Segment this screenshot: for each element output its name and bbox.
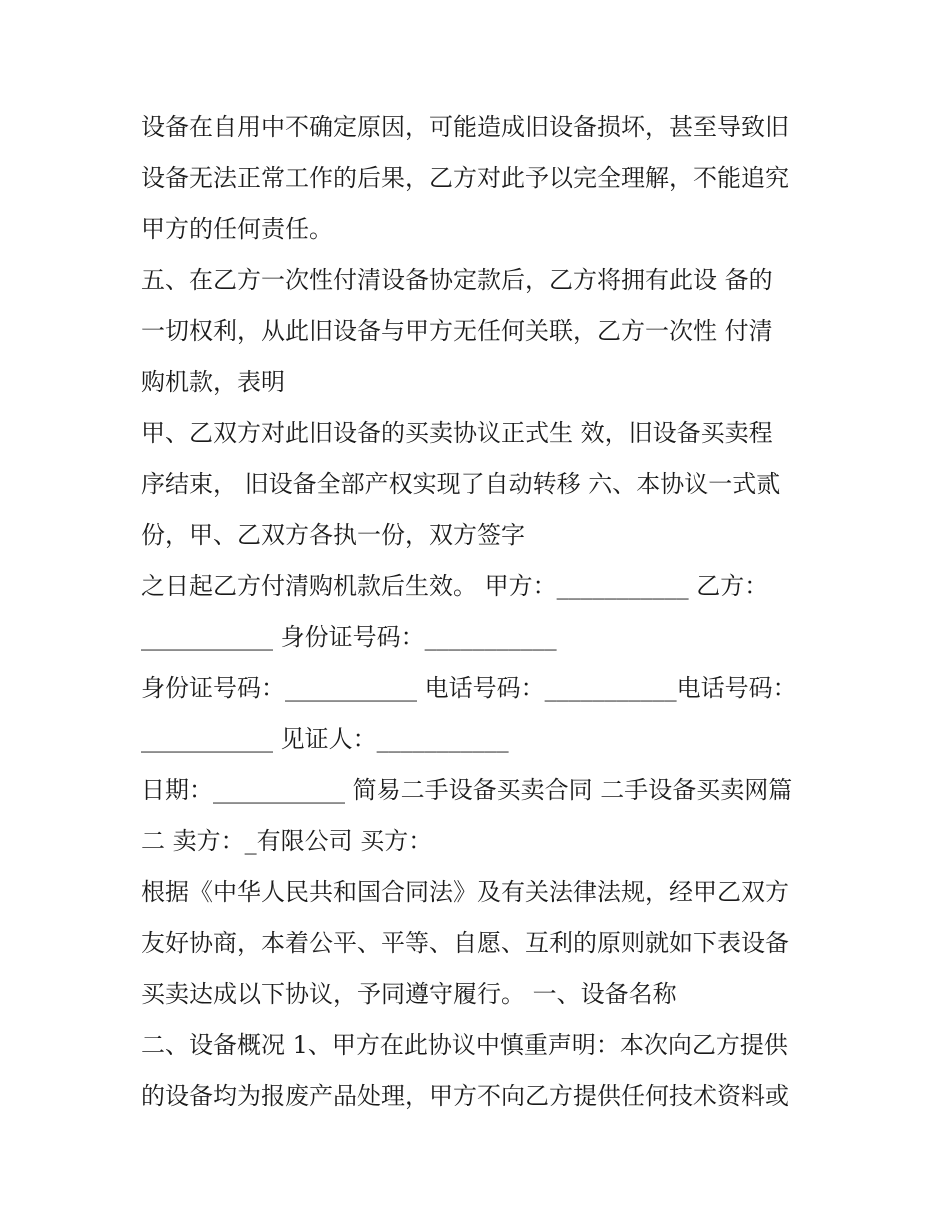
text-line: 甲方的任何责任。 [141, 215, 333, 243]
contract-body-text [141, 102, 821, 1122]
text-line: 份，甲、乙双方各执一份，双方签字 [141, 521, 525, 549]
text-line: 序结束， 旧设备全部产权实现了自动转移 六、本协议一式贰 [141, 470, 781, 498]
text-line: 根据《中华人民共和国合同法》及有关法律法规，经甲乙双方 [141, 878, 789, 906]
signature-line: ___________ 见证人：___________ [141, 725, 509, 753]
signature-line: ___________ 身份证号码：___________ [141, 623, 557, 651]
text-line: 二 卖方：_有限公司 买方： [141, 827, 433, 855]
text-line: 买卖达成以下协议，予同遵守履行。 一、设备名称 [141, 980, 677, 1008]
text-line: 五、在乙方一次性付清设备协定款后，乙方将拥有此设 备的 [141, 266, 773, 294]
signature-line: 之日起乙方付清购机款后生效。 甲方：___________ 乙方： [141, 572, 769, 600]
text-line: 甲、乙双方对此旧设备的买卖协议正式生 效，旧设备买卖程 [141, 419, 773, 447]
text-line: 一切权利，从此旧设备与甲方无任何关联，乙方一次性 付清 [141, 317, 773, 345]
signature-line: 身份证号码：___________ 电话号码：___________电话号码： [141, 674, 797, 702]
signature-line: 日期：___________ 简易二手设备买卖合同 二手设备买卖网篇 [141, 776, 793, 804]
text-line: 二、设备概况 1、甲方在此协议中慎重声明：本次向乙方提供 [141, 1031, 788, 1059]
text-line: 的设备均为报废产品处理，甲方不向乙方提供任何技术资料或 [141, 1082, 789, 1110]
text-line: 购机款，表明 [141, 368, 285, 396]
text-line: 友好协商，本着公平、平等、自愿、互利的原则就如下表设备 [141, 929, 789, 957]
text-line: 设备在自用中不确定原因，可能造成旧设备损坏，甚至导致旧 [141, 113, 789, 141]
text-line: 设备无法正常工作的后果，乙方对此予以完全理解，不能追究 [141, 164, 789, 192]
